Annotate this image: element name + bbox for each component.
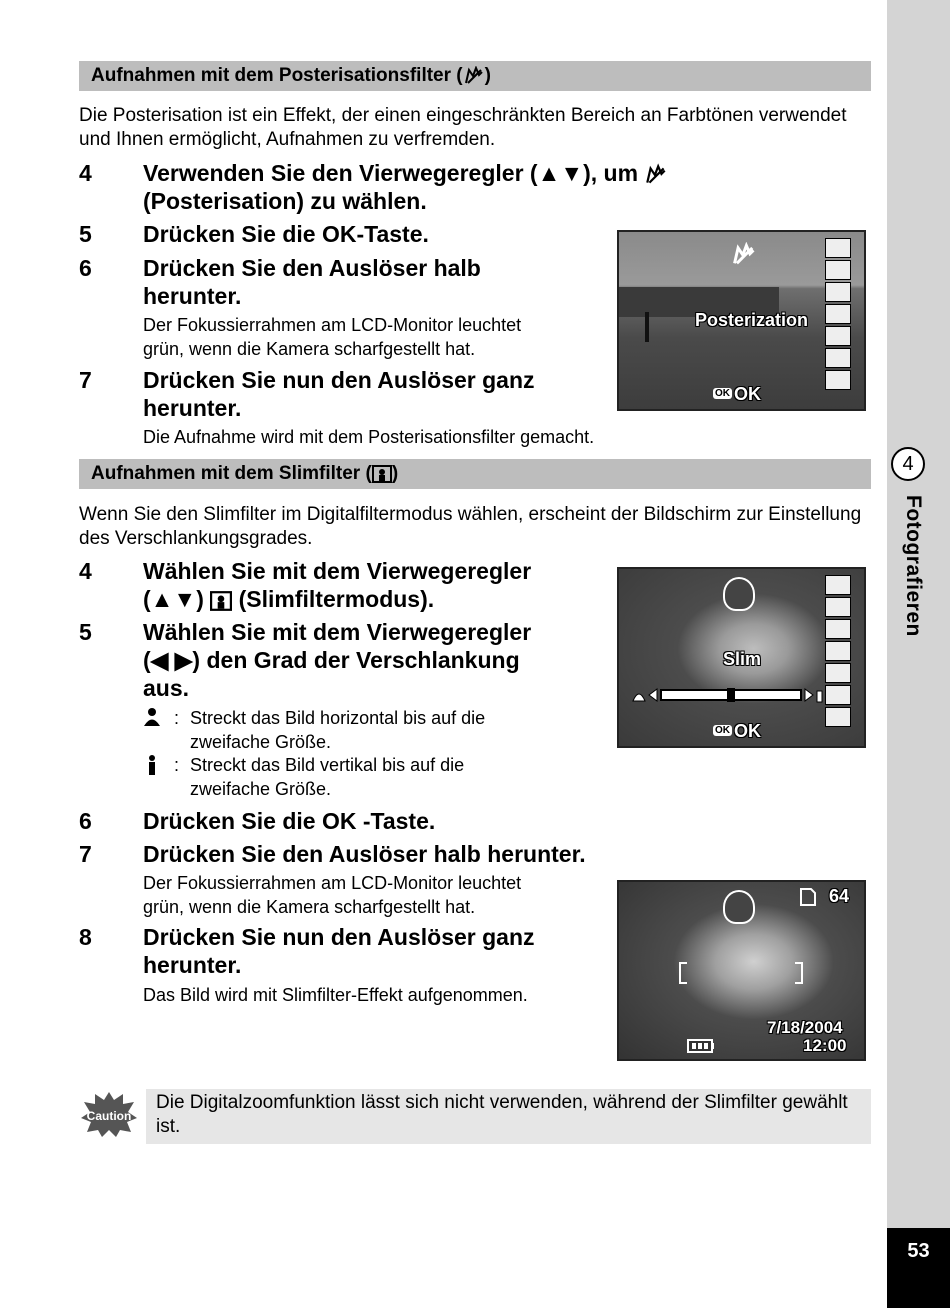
focus-frame-left	[679, 962, 687, 984]
ok-badge: OK	[715, 725, 730, 736]
step-text: Drücken Sie die OK -Taste.	[143, 808, 436, 834]
lcd-screen-posterization	[617, 230, 866, 411]
meter-segment	[825, 619, 851, 639]
step-line: (Slimfiltermodus).	[238, 586, 435, 612]
step-line: Drücken Sie nun den Auslöser ganz	[143, 367, 535, 393]
step-line: (▲▼)	[143, 586, 204, 612]
posterization-icon	[463, 66, 485, 86]
lcd-mode-label: Slim	[723, 649, 762, 669]
ok-badge: OK	[715, 388, 730, 399]
subtext-line: grün, wenn die Kamera scharfgestellt hat.	[143, 897, 476, 917]
slim-level-slider	[631, 685, 826, 705]
step-subtext: Das Bild wird mit Slimfilter-Effekt aufgenommen.	[143, 985, 528, 1005]
wide-person-icon	[143, 707, 161, 727]
chapter-number: 4	[891, 447, 925, 481]
section-heading-slimfilter	[79, 459, 871, 489]
step-number: 7	[79, 367, 92, 393]
posterization-icon	[644, 163, 668, 187]
subtext-line: grün, wenn die Kamera scharfgestellt hat.	[143, 339, 476, 359]
option-text	[190, 753, 464, 801]
face-detect-icon	[723, 890, 755, 924]
step-text	[143, 923, 535, 979]
step-text	[143, 366, 535, 422]
slim-filter-icon	[372, 465, 392, 483]
meter-segment	[825, 370, 851, 390]
step-number: 4	[79, 160, 92, 186]
meter-segment	[825, 304, 851, 324]
meter-segment	[825, 348, 851, 368]
filter-level-meter	[825, 238, 851, 392]
meter-segment	[825, 238, 851, 258]
focus-frame-right	[795, 962, 803, 984]
meter-segment	[825, 326, 851, 346]
option-line: zweifache Größe.	[190, 732, 332, 752]
option-separator: :	[174, 708, 180, 728]
step-text: Drücken Sie die OK-Taste.	[143, 221, 429, 247]
step-number: 6	[79, 808, 92, 834]
meter-segment	[825, 282, 851, 302]
step-line: (Posterisation) zu wählen.	[143, 188, 427, 214]
section1-intro: Die Posterisation ist ein Effekt, der einen eingeschränkten Bereich an Farbtönen verwendet und Ihnen ermöglicht, Aufnahmen zu verfremden.	[79, 105, 847, 150]
section-heading-text: Aufnahmen mit dem Slimfilter (	[91, 463, 372, 484]
subtext-line: Der Fokussierrahmen am LCD-Monitor leuchtet	[143, 315, 522, 335]
lcd-ok-label: OK	[734, 384, 761, 404]
step-text	[143, 254, 481, 310]
step-subtext	[143, 313, 521, 361]
lcd-mode-label: Posterization	[695, 310, 809, 330]
slim-filter-icon	[210, 591, 232, 611]
step-number: 6	[79, 255, 92, 281]
step-number: 5	[79, 221, 92, 247]
section-heading-end: )	[391, 463, 399, 484]
step-line: Wählen Sie mit dem Vierwegeregler	[143, 558, 532, 584]
lcd-screen-capture	[617, 880, 866, 1061]
chapter-label-text: Fotografieren	[902, 495, 925, 637]
meter-segment	[825, 641, 851, 661]
lcd-screen-slim-adjust	[617, 567, 866, 748]
step-line: Drücken Sie nun den Auslöser ganz	[143, 924, 535, 950]
step-line: Drücken Sie den Auslöser halb	[143, 255, 481, 281]
chapter-label	[888, 495, 928, 670]
option-separator: :	[174, 755, 180, 775]
step-number: 4	[79, 558, 92, 584]
caution-badge-icon	[80, 1090, 138, 1138]
filter-level-meter	[825, 575, 851, 729]
person-silhouette	[645, 312, 649, 342]
step-subtext: Die Aufnahme wird mit dem Posterisationsfilter gemacht.	[143, 427, 595, 447]
subtext-line: Der Fokussierrahmen am LCD-Monitor leuchtet	[143, 873, 522, 893]
step-number: 7	[79, 841, 92, 867]
memory-card-icon	[799, 888, 817, 906]
section2-intro: Wenn Sie den Slimfilter im Digitalfiltermodus wählen, erscheint der Bildschirm zur Einstellung des Verschlankungsgrades.	[79, 504, 862, 549]
step-text	[143, 557, 531, 613]
step-text	[143, 159, 668, 215]
section-heading-posterization	[79, 61, 871, 91]
section-heading-text: Aufnahmen mit dem Posterisationsfilter (	[91, 65, 463, 86]
step-line: herunter.	[143, 395, 242, 421]
meter-segment	[825, 575, 851, 595]
time-display: 12:00	[803, 1036, 847, 1055]
page-number: 53	[907, 1240, 930, 1262]
option-text	[190, 706, 485, 754]
step-line: herunter.	[143, 952, 242, 978]
caution-badge-text: Caution	[86, 1109, 132, 1123]
step-number: 8	[79, 924, 92, 950]
meter-segment	[825, 685, 851, 705]
posterization-icon	[731, 242, 757, 268]
step-text	[143, 618, 531, 702]
step-line: herunter.	[143, 283, 242, 309]
date-display: 7/18/2004	[767, 1018, 843, 1037]
caution-note: Die Digitalzoomfunktion lässt sich nicht verwenden, während der Slimfilter gewählt ist.	[146, 1089, 871, 1144]
option-line: zweifache Größe.	[190, 779, 332, 799]
step-line: aus.	[143, 675, 190, 701]
tall-person-icon	[143, 754, 161, 776]
step-line: Verwenden Sie den Vierwegeregler (▲▼), um	[143, 160, 639, 186]
meter-segment	[825, 707, 851, 727]
meter-segment	[825, 597, 851, 617]
shots-remaining: 64	[829, 886, 850, 906]
step-subtext	[143, 871, 521, 919]
lcd-ok-label: OK	[734, 721, 761, 741]
step-line: (◀ ▶) den Grad der Verschlankung	[143, 647, 520, 673]
step-line: Wählen Sie mit dem Vierwegeregler	[143, 619, 532, 645]
battery-icon	[687, 1038, 715, 1054]
face-detect-icon	[723, 577, 755, 611]
step-text: Drücken Sie den Auslöser halb herunter.	[143, 841, 586, 867]
step-number: 5	[79, 619, 92, 645]
meter-segment	[825, 260, 851, 280]
option-line: Streckt das Bild horizontal bis auf die	[190, 708, 486, 728]
section-heading-end: )	[484, 65, 491, 86]
option-line: Streckt das Bild vertikal bis auf die	[190, 755, 465, 775]
meter-segment	[825, 663, 851, 683]
